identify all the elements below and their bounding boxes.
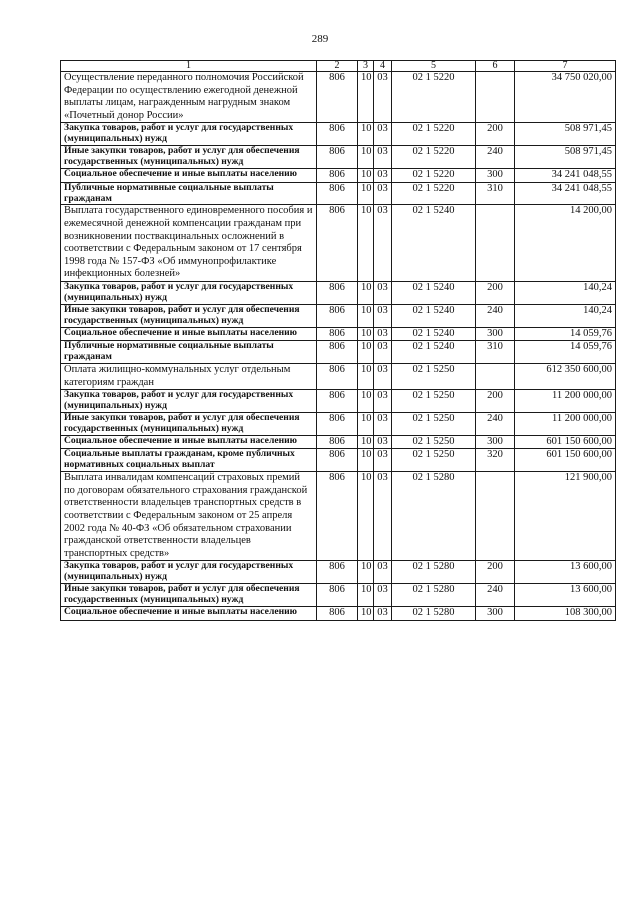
target-article-code: 02 1 5280: [392, 584, 476, 607]
subsection-code: 03: [374, 205, 392, 282]
expense-name: Социальное обеспечение и иные выплаты населению: [61, 327, 317, 341]
ministry-code: 806: [317, 364, 358, 390]
target-article-code: 02 1 5240: [392, 304, 476, 327]
table-row: [61, 561, 616, 584]
expense-name: Осуществление переданного полномочия Российской Федерации по осуществлению ежегодной денежной выплаты лицам, награжденным нагрудным знаком «Почетный донор России»: [61, 72, 317, 123]
ministry-code: 806: [317, 607, 358, 621]
header-col-3: 3: [358, 61, 374, 72]
expense-name: Выплата инвалидам компенсаций страховых премий по договорам обязательного страхования гражданской ответственности владельцев транспортных средств в соответствии с Федеральным законом от 25 апреля 2002 года № 40-ФЗ «Об обязательном страховании гражданской ответственности владельцев транспортных средств»: [61, 472, 317, 561]
expense-type-code: 300: [476, 607, 515, 621]
header-col-4: 4: [374, 61, 392, 72]
ministry-code: 806: [317, 182, 358, 205]
expense-type-code: 300: [476, 327, 515, 341]
ministry-code: 806: [317, 472, 358, 561]
amount: 601 150 600,00: [515, 435, 616, 449]
expense-name: Закупка товаров, работ и услуг для государственных (муниципальных) нужд: [61, 390, 317, 413]
target-article-code: 02 1 5240: [392, 341, 476, 364]
expense-name: Иные закупки товаров, работ и услуг для обеспечения государственных (муниципальных) нужд: [61, 304, 317, 327]
ministry-code: 806: [317, 146, 358, 169]
subsection-code: 03: [374, 123, 392, 146]
amount: 508 971,45: [515, 146, 616, 169]
amount: 14 059,76: [515, 327, 616, 341]
header-col-7: 7: [515, 61, 616, 72]
target-article-code: 02 1 5220: [392, 169, 476, 183]
target-article-code: 02 1 5220: [392, 72, 476, 123]
expense-type-code: 240: [476, 584, 515, 607]
expense-name: Закупка товаров, работ и услуг для государственных (муниципальных) нужд: [61, 561, 317, 584]
amount: 508 971,45: [515, 123, 616, 146]
expense-name: Выплата государственного единовременного пособия и ежемесячной денежной компенсации гражданам при возникновении поствакцинальных осложнений в соответствии с Федеральным законом от 17 сентября 1998 года № 157-ФЗ «Об иммунопрофилактике инфекционных болезней»: [61, 205, 317, 282]
section-code: 10: [358, 435, 374, 449]
expense-name: Иные закупки товаров, работ и услуг для обеспечения государственных (муниципальных) нужд: [61, 413, 317, 436]
target-article-code: 02 1 5250: [392, 413, 476, 436]
header-col-5: 5: [392, 61, 476, 72]
amount: 11 200 000,00: [515, 390, 616, 413]
subsection-code: 03: [374, 72, 392, 123]
table-row: [61, 472, 616, 561]
expense-type-code: 310: [476, 182, 515, 205]
amount: 14 059,76: [515, 341, 616, 364]
section-code: 10: [358, 304, 374, 327]
section-code: 10: [358, 182, 374, 205]
budget-table: [60, 60, 616, 621]
table-row: [61, 169, 616, 183]
ministry-code: 806: [317, 449, 358, 472]
amount: 14 200,00: [515, 205, 616, 282]
expense-type-code: 240: [476, 304, 515, 327]
section-code: 10: [358, 169, 374, 183]
target-article-code: 02 1 5240: [392, 327, 476, 341]
table-row: [61, 364, 616, 390]
target-article-code: 02 1 5250: [392, 390, 476, 413]
subsection-code: 03: [374, 169, 392, 183]
expense-type-code: [476, 364, 515, 390]
ministry-code: 806: [317, 281, 358, 304]
expense-name: Иные закупки товаров, работ и услуг для обеспечения государственных (муниципальных) нужд: [61, 146, 317, 169]
ministry-code: 806: [317, 341, 358, 364]
target-article-code: 02 1 5240: [392, 281, 476, 304]
subsection-code: 03: [374, 472, 392, 561]
expense-name: Закупка товаров, работ и услуг для государственных (муниципальных) нужд: [61, 281, 317, 304]
target-article-code: 02 1 5240: [392, 205, 476, 282]
target-article-code: 02 1 5220: [392, 182, 476, 205]
expense-name: Социальное обеспечение и иные выплаты населению: [61, 435, 317, 449]
section-code: 10: [358, 341, 374, 364]
section-code: 10: [358, 561, 374, 584]
ministry-code: 806: [317, 561, 358, 584]
table-row: [61, 281, 616, 304]
amount: 13 600,00: [515, 584, 616, 607]
section-code: 10: [358, 390, 374, 413]
expense-type-code: 300: [476, 169, 515, 183]
target-article-code: 02 1 5250: [392, 364, 476, 390]
amount: 140,24: [515, 281, 616, 304]
ministry-code: 806: [317, 390, 358, 413]
subsection-code: 03: [374, 435, 392, 449]
expense-name: Закупка товаров, работ и услуг для государственных (муниципальных) нужд: [61, 123, 317, 146]
expense-type-code: [476, 72, 515, 123]
expense-type-code: 200: [476, 123, 515, 146]
target-article-code: 02 1 5280: [392, 472, 476, 561]
section-code: 10: [358, 472, 374, 561]
amount: 140,24: [515, 304, 616, 327]
ministry-code: 806: [317, 413, 358, 436]
expense-type-code: 200: [476, 281, 515, 304]
table-row: [61, 304, 616, 327]
target-article-code: 02 1 5250: [392, 435, 476, 449]
table-row: [61, 413, 616, 436]
amount: 601 150 600,00: [515, 449, 616, 472]
subsection-code: 03: [374, 341, 392, 364]
table-row: [61, 341, 616, 364]
table-row: [61, 584, 616, 607]
subsection-code: 03: [374, 281, 392, 304]
table-row: [61, 449, 616, 472]
subsection-code: 03: [374, 449, 392, 472]
section-code: 10: [358, 281, 374, 304]
expense-type-code: 300: [476, 435, 515, 449]
target-article-code: 02 1 5250: [392, 449, 476, 472]
section-code: 10: [358, 607, 374, 621]
ministry-code: 806: [317, 435, 358, 449]
target-article-code: 02 1 5220: [392, 123, 476, 146]
subsection-code: 03: [374, 390, 392, 413]
amount: 121 900,00: [515, 472, 616, 561]
expense-name: Оплата жилищно-коммунальных услуг отдельным категориям граждан: [61, 364, 317, 390]
expense-name: Социальные выплаты гражданам, кроме публичных нормативных социальных выплат: [61, 449, 317, 472]
page-number: 289: [311, 33, 329, 45]
ministry-code: 806: [317, 584, 358, 607]
target-article-code: 02 1 5280: [392, 607, 476, 621]
expense-name: Иные закупки товаров, работ и услуг для обеспечения государственных (муниципальных) нужд: [61, 584, 317, 607]
expense-name: Публичные нормативные социальные выплаты гражданам: [61, 341, 317, 364]
ministry-code: 806: [317, 169, 358, 183]
expense-type-code: 200: [476, 390, 515, 413]
amount: 34 750 020,00: [515, 72, 616, 123]
target-article-code: 02 1 5220: [392, 146, 476, 169]
section-code: 10: [358, 364, 374, 390]
subsection-code: 03: [374, 304, 392, 327]
section-code: 10: [358, 205, 374, 282]
expense-type-code: 200: [476, 561, 515, 584]
expense-type-code: 240: [476, 413, 515, 436]
ministry-code: 806: [317, 72, 358, 123]
section-code: 10: [358, 123, 374, 146]
ministry-code: 806: [317, 304, 358, 327]
expense-name: Социальное обеспечение и иные выплаты населению: [61, 607, 317, 621]
ministry-code: 806: [317, 205, 358, 282]
amount: 11 200 000,00: [515, 413, 616, 436]
expense-type-code: [476, 205, 515, 282]
target-article-code: 02 1 5280: [392, 561, 476, 584]
expense-name: Публичные нормативные социальные выплаты гражданам: [61, 182, 317, 205]
expense-type-code: 240: [476, 146, 515, 169]
expense-name: Социальное обеспечение и иные выплаты населению: [61, 169, 317, 183]
amount: 34 241 048,55: [515, 182, 616, 205]
table-row: [61, 435, 616, 449]
amount: 13 600,00: [515, 561, 616, 584]
header-row: [61, 61, 616, 72]
subsection-code: 03: [374, 561, 392, 584]
expense-type-code: 310: [476, 341, 515, 364]
amount: 108 300,00: [515, 607, 616, 621]
ministry-code: 806: [317, 327, 358, 341]
ministry-code: 806: [317, 123, 358, 146]
section-code: 10: [358, 146, 374, 169]
subsection-code: 03: [374, 364, 392, 390]
section-code: 10: [358, 449, 374, 472]
header-col-2: 2: [317, 61, 358, 72]
subsection-code: 03: [374, 327, 392, 341]
table-row: [61, 182, 616, 205]
subsection-code: 03: [374, 584, 392, 607]
table-row: [61, 607, 616, 621]
table-row: [61, 123, 616, 146]
subsection-code: 03: [374, 146, 392, 169]
expense-type-code: 320: [476, 449, 515, 472]
table-row: [61, 146, 616, 169]
header-col-6: 6: [476, 61, 515, 72]
expense-type-code: [476, 472, 515, 561]
section-code: 10: [358, 72, 374, 123]
amount: 612 350 600,00: [515, 364, 616, 390]
table-row: [61, 72, 616, 123]
subsection-code: 03: [374, 607, 392, 621]
table-row: [61, 205, 616, 282]
section-code: 10: [358, 584, 374, 607]
table-row: [61, 327, 616, 341]
subsection-code: 03: [374, 182, 392, 205]
section-code: 10: [358, 413, 374, 436]
table-row: [61, 390, 616, 413]
subsection-code: 03: [374, 413, 392, 436]
section-code: 10: [358, 327, 374, 341]
amount: 34 241 048,55: [515, 169, 616, 183]
header-col-1: 1: [61, 61, 317, 72]
